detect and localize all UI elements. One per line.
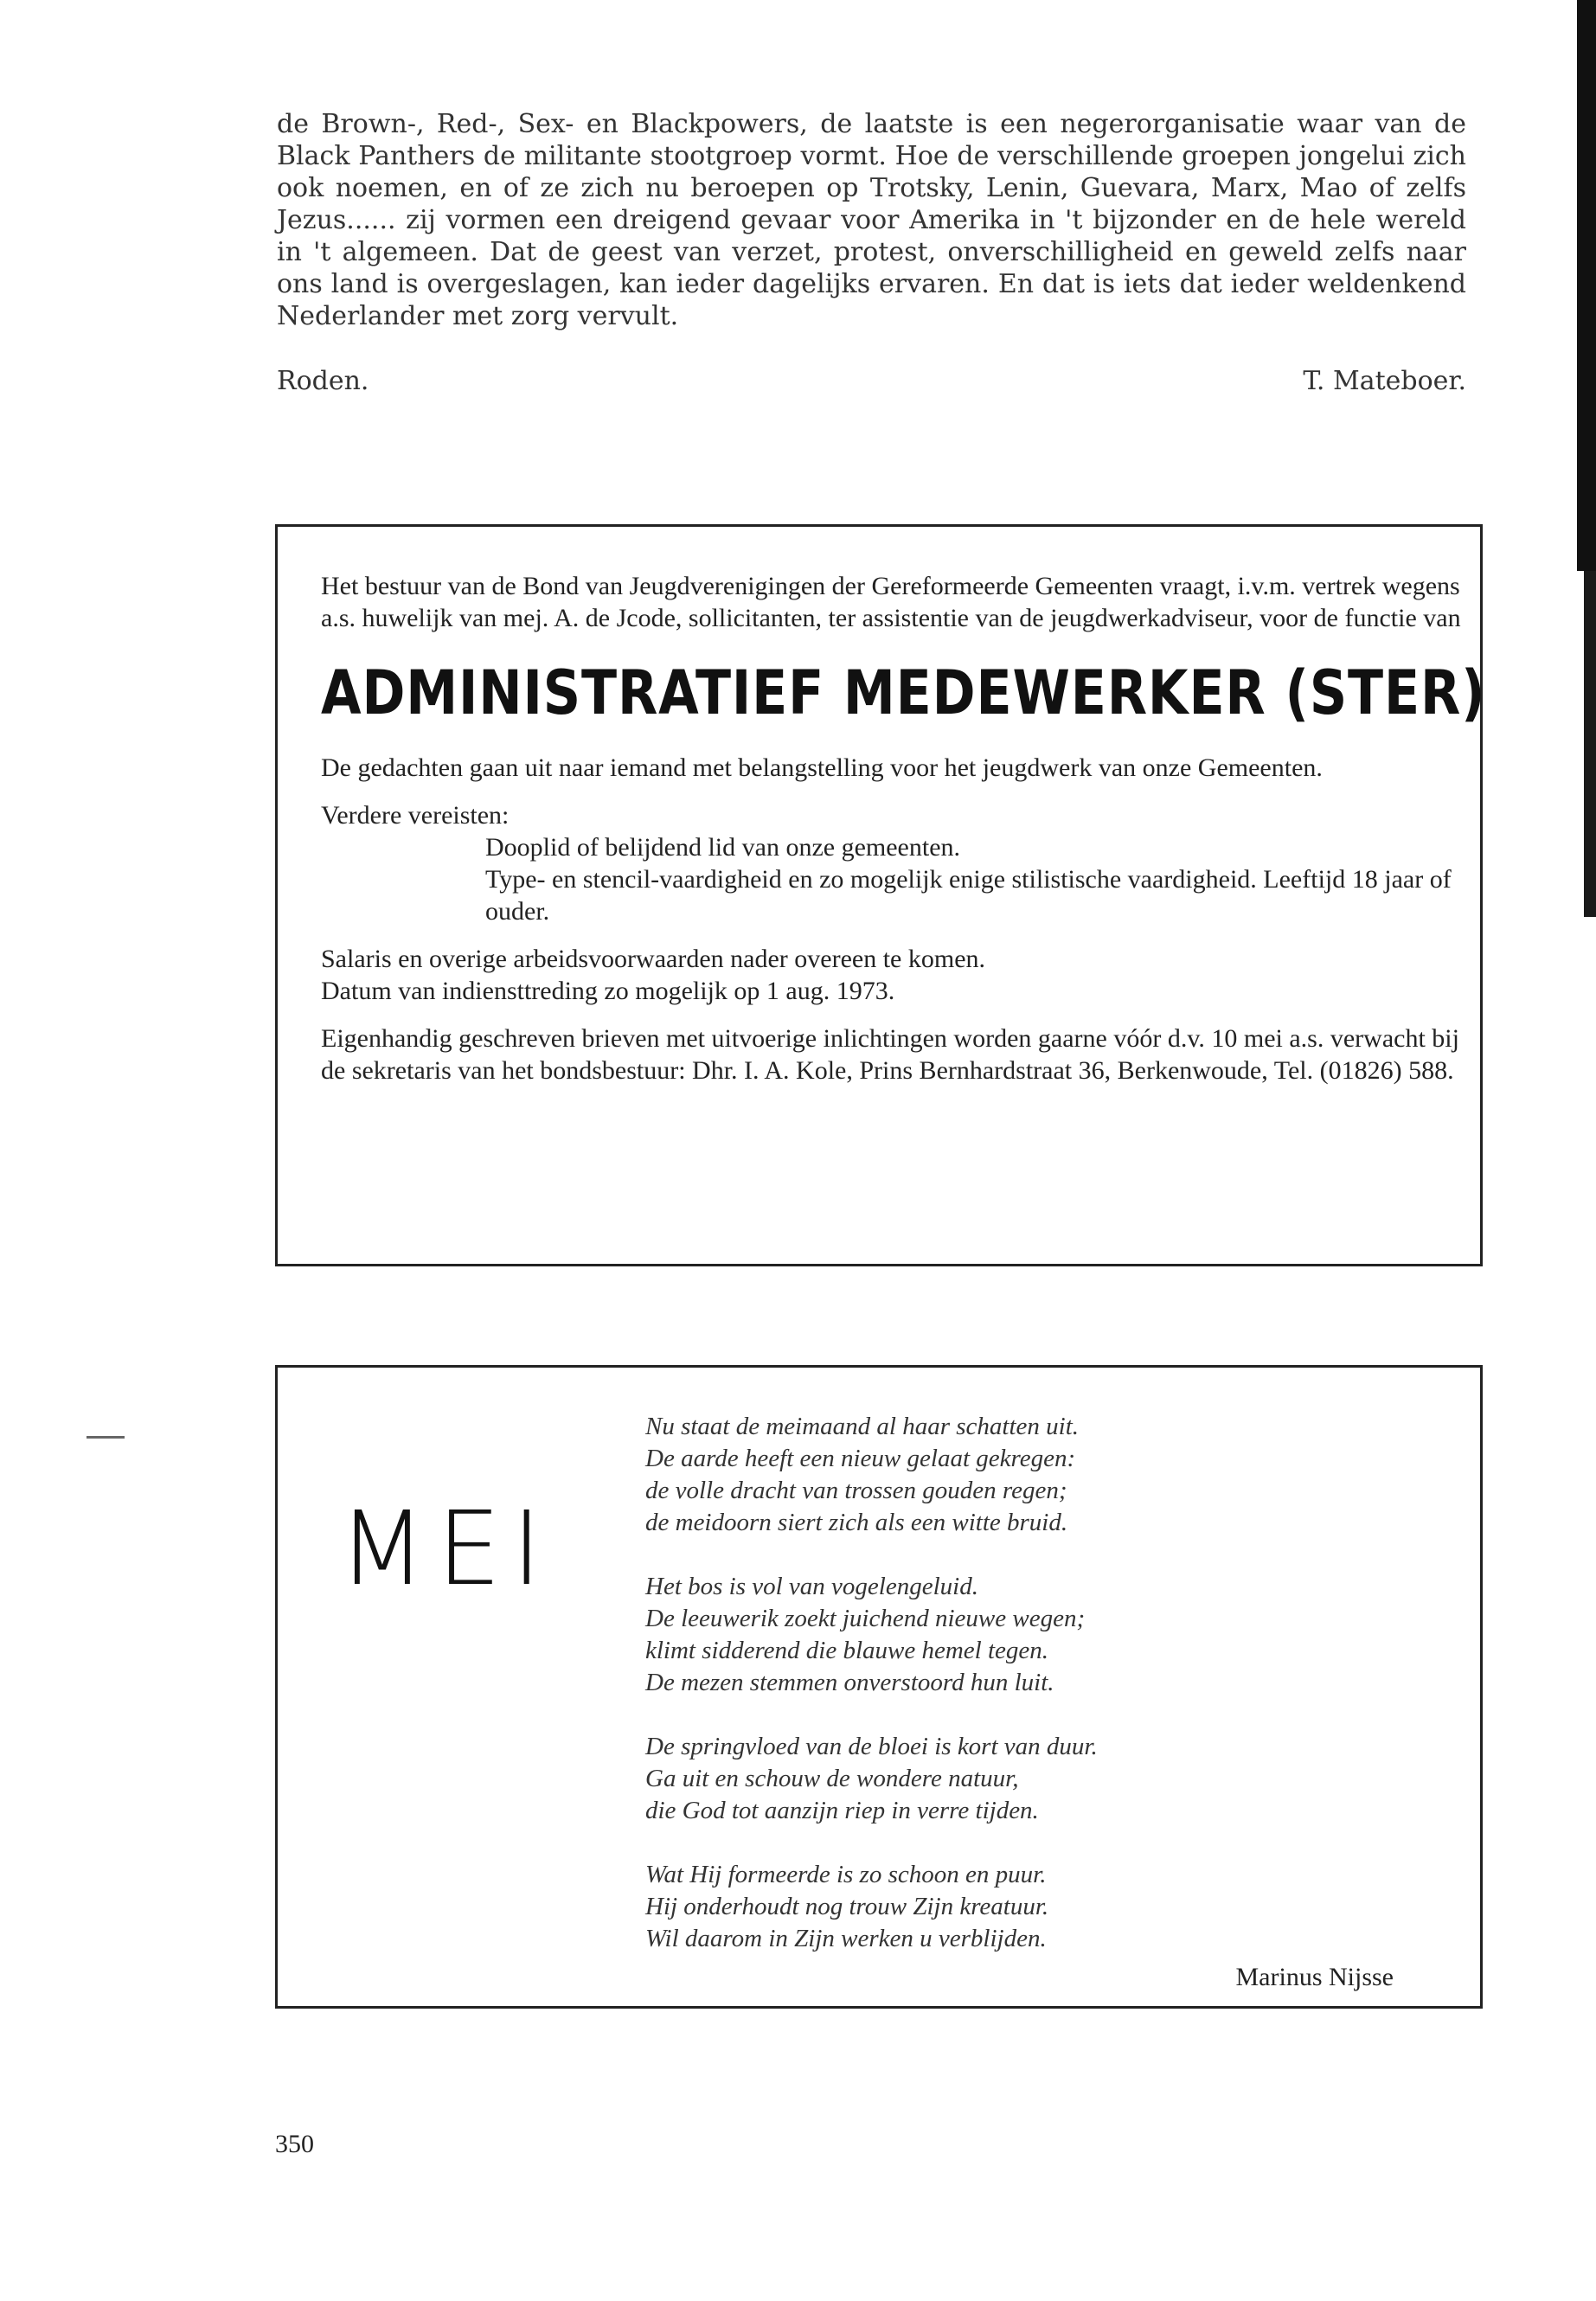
ad-title: ADMINISTRATIEF MEDEWERKER (STER) <box>321 657 1486 728</box>
letter-paragraph: de Brown-, Red-, Sex- en Blackpowers, de laatste is een negerorganisatie waar van de Black Panthers de militante stootgroep vormt. Hoe de verschillende groepen jongelui zich ook noemen, en of ze zich nu beroepen op Trotsky, Lenin, Guevara, Marx, Mao of zelfs Jezus...... zij vormen een dreigend gevaar voor Amerika in 't bijzonder en de hele wereld in 't algemeen. Dat de geest van verzet, protest, onverschilligheid en geweld zelfs naar ons land is overgeslagen, kan ieder dagelijks ervaren. En dat is iets dat ieder weldenkend Nederlander met zorg vervult. <box>277 109 1466 331</box>
ad-salary: Salaris en overige arbeidsvoorwaarden nader overeen te komen. <box>321 945 986 973</box>
ad-thoughts: De gedachten gaan uit naar iemand met belangstelling voor het jeugdwerk van onze Gemeenten. <box>321 753 1323 782</box>
scan-edge-lower <box>1584 571 1596 917</box>
poem-line: De springvloed van de bloei is kort van duur. <box>645 1733 1098 1760</box>
poem-line: Wil daarom in Zijn werken u verblijden. <box>645 1925 1047 1952</box>
poem-box <box>275 1365 1483 2009</box>
ad-intro: Het bestuur van de Bond van Jeugdverenigingen der Gereformeerde Gemeenten vraagt, i.v.m. vertrek wegens a.s. huwelijk van mej. A. de Jcode, sollicitanten, ter assistentie van de jeugdwerkadviseur, voor de functie van <box>321 572 1461 632</box>
ad-application: Eigenhandig geschreven brieven met uitvoerige inlichtingen worden gaarne vóór d.v. 10 mei a.s. verwacht bij de sekretaris van het bondsbestuur: Dhr. I. A. Kole, Prins Bernhardstraat 36, Berkenwoude, Tel. (01826) 588. <box>321 1024 1459 1085</box>
poem-line: klimt sidderend die blauwe hemel tegen. <box>645 1637 1049 1664</box>
poem-author: Marinus Nijsse <box>1235 1963 1394 1991</box>
poem-stanza <box>645 1411 1424 1539</box>
poem-line: de volle dracht van trossen gouden regen; <box>645 1477 1067 1504</box>
page-number: 350 <box>275 2130 314 2158</box>
poem-line: de meidoorn siert zich als een witte bruid. <box>645 1509 1068 1536</box>
poem-line: Nu staat de meimaand al haar schatten uit. <box>645 1413 1080 1440</box>
poem-line: De leeuwerik zoekt juichend nieuwe wegen; <box>645 1605 1086 1632</box>
poem-line: die God tot aanzijn riep in verre tijden. <box>645 1797 1039 1824</box>
poem-line: Wat Hij formeerde is zo schoon en puur. <box>645 1861 1047 1888</box>
letter-place: Roden. <box>277 366 369 396</box>
poem-body <box>645 1411 1424 1987</box>
letter-section <box>277 108 1466 397</box>
poem-line: Hij onderhoudt nog trouw Zijn kreatuur. <box>645 1893 1049 1920</box>
poem-stanza <box>645 1859 1424 1955</box>
letter-author: T. Mateboer. <box>1303 366 1466 396</box>
poem-line: Het bos is vol van vogelengeluid. <box>645 1573 978 1600</box>
scan-mark <box>87 1436 125 1439</box>
poem-line: Ga uit en schouw de wondere natuur, <box>645 1765 1019 1792</box>
ad-start-date: Datum van indiensttreding zo mogelijk op 1 aug. 1973. <box>321 977 895 1005</box>
poem-stanza <box>645 1731 1424 1827</box>
ad-requirement-1: Dooplid of belijdend lid van onze gemeenten. <box>485 833 961 862</box>
poem-title: MEI <box>338 1489 553 1608</box>
scan-edge <box>1577 0 1596 571</box>
ad-requirements-heading: Verdere vereisten: <box>321 801 510 830</box>
poem-line: De aarde heeft een nieuw gelaat gekregen: <box>645 1445 1076 1472</box>
poem-stanza <box>645 1571 1424 1699</box>
letter-signature <box>277 365 1466 397</box>
ad-requirement-2: Type- en stencil-vaardigheid en zo mogelijk enige stilistische vaardigheid. Leeftijd 18 jaar of ouder. <box>485 865 1452 926</box>
poem-line: De mezen stemmen onverstoord hun luit. <box>645 1669 1054 1696</box>
job-advertisement <box>275 524 1486 1266</box>
